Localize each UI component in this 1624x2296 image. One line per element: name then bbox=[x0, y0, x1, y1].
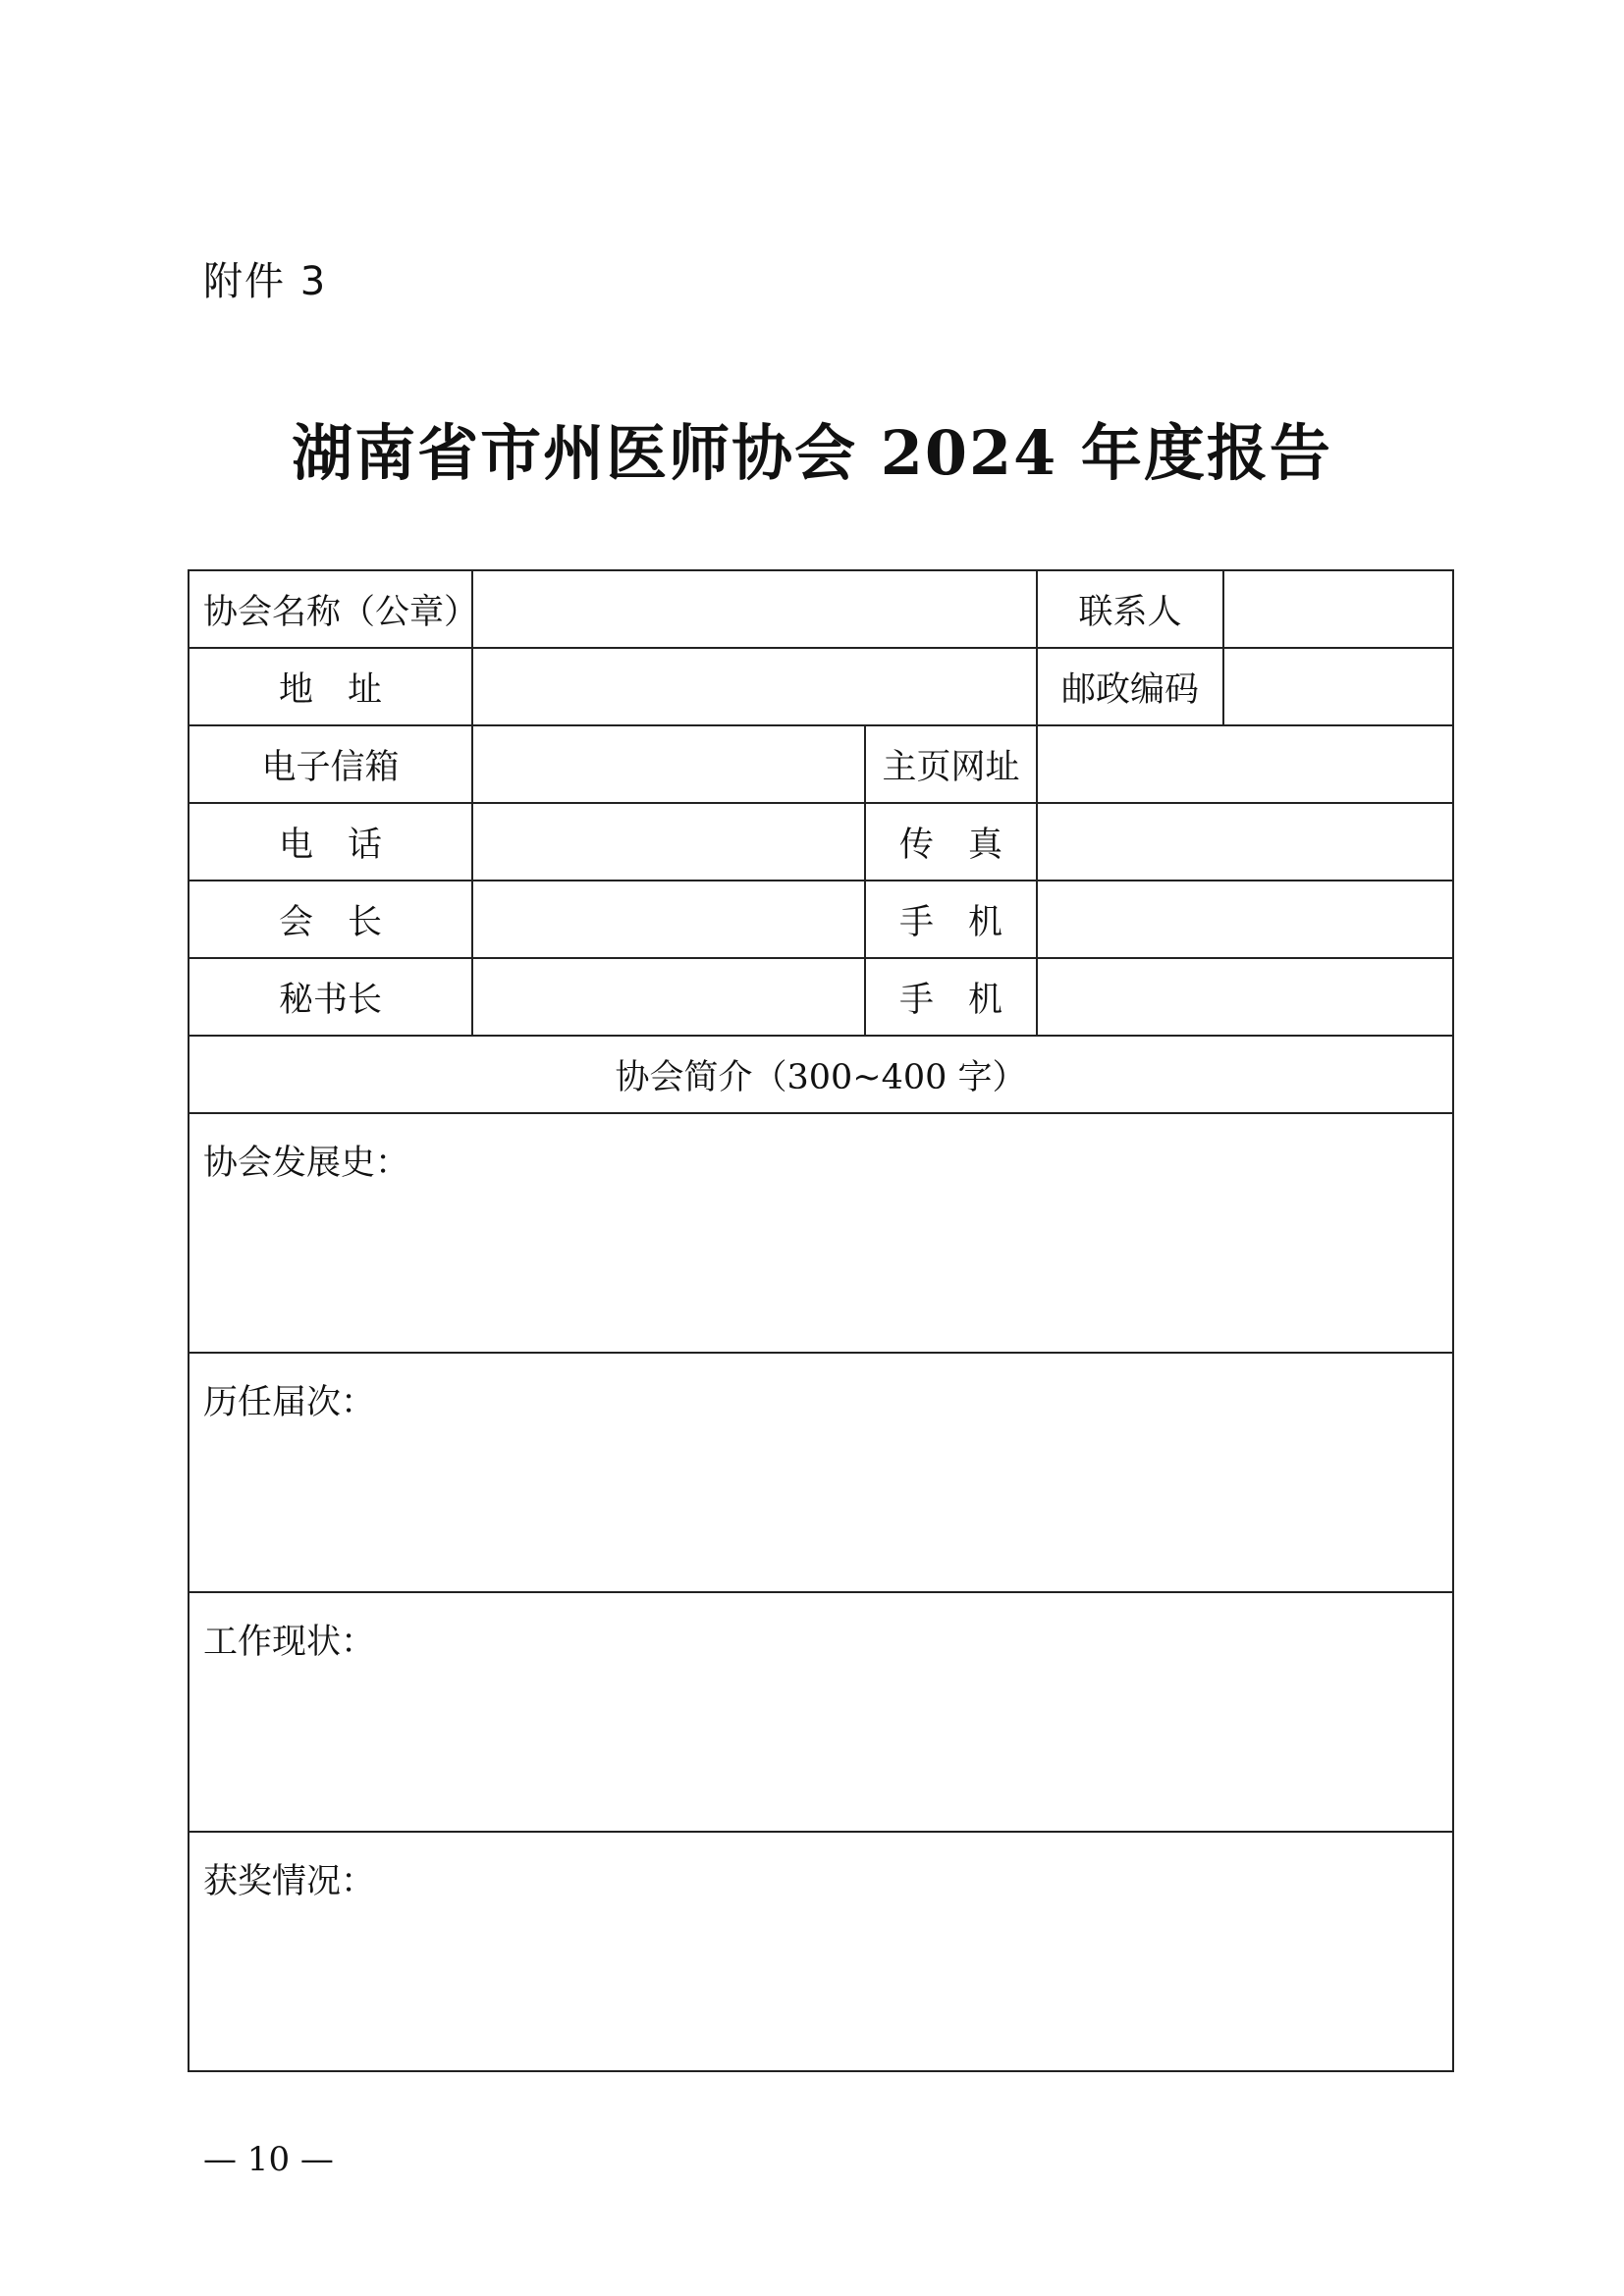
form-row-address bbox=[189, 648, 1453, 725]
form-row-phone bbox=[189, 803, 1453, 881]
secretary-mobile-field[interactable] bbox=[1037, 958, 1453, 1036]
association-name-field[interactable] bbox=[472, 570, 1037, 648]
page-title: 湖南省市州医师协会 2024 年度报告 bbox=[292, 417, 1332, 489]
email-field[interactable] bbox=[472, 725, 865, 803]
page-number: — 10 — bbox=[203, 2140, 334, 2179]
address-label: 地 址 bbox=[189, 648, 472, 725]
address-field[interactable] bbox=[472, 648, 1037, 725]
report-form-table bbox=[188, 569, 1454, 2072]
status-label: 工作现状： bbox=[203, 1623, 376, 1662]
postal-code-field[interactable] bbox=[1223, 648, 1453, 725]
president-label: 会 长 bbox=[189, 881, 472, 958]
form-row-name bbox=[189, 570, 1453, 648]
president-field[interactable] bbox=[472, 881, 865, 958]
status-section[interactable] bbox=[189, 1592, 1453, 1832]
form-row-history bbox=[189, 1113, 1453, 1353]
contact-person-label: 联系人 bbox=[1037, 570, 1223, 648]
president-mobile-field[interactable] bbox=[1037, 881, 1453, 958]
form-row-secretary bbox=[189, 958, 1453, 1036]
email-label: 电子信箱 bbox=[189, 725, 472, 803]
form-row-status bbox=[189, 1592, 1453, 1832]
secretary-label: 秘书长 bbox=[189, 958, 472, 1036]
phone-label: 电 话 bbox=[189, 803, 472, 881]
attachment-label: 附件 3 bbox=[203, 259, 328, 304]
secretary-field[interactable] bbox=[472, 958, 865, 1036]
form-row-email bbox=[189, 725, 1453, 803]
president-mobile-label: 手 机 bbox=[865, 881, 1037, 958]
history-section[interactable] bbox=[189, 1113, 1453, 1353]
form-row-intro-header bbox=[189, 1036, 1453, 1113]
association-name-label: 协会名称（公章） bbox=[189, 570, 472, 648]
form-row-terms bbox=[189, 1353, 1453, 1592]
secretary-mobile-label: 手 机 bbox=[865, 958, 1037, 1036]
awards-section[interactable] bbox=[189, 1832, 1453, 2071]
homepage-field[interactable] bbox=[1037, 725, 1453, 803]
intro-header: 协会简介（300~400 字） bbox=[189, 1036, 1453, 1113]
terms-section[interactable] bbox=[189, 1353, 1453, 1592]
form-row-awards bbox=[189, 1832, 1453, 2071]
fax-field[interactable] bbox=[1037, 803, 1453, 881]
homepage-label: 主页网址 bbox=[865, 725, 1037, 803]
contact-person-field[interactable] bbox=[1223, 570, 1453, 648]
awards-label: 获奖情况： bbox=[203, 1862, 376, 1901]
phone-field[interactable] bbox=[472, 803, 865, 881]
history-label: 协会发展史： bbox=[203, 1144, 410, 1183]
postal-code-label: 邮政编码 bbox=[1037, 648, 1223, 725]
terms-label: 历任届次： bbox=[203, 1383, 376, 1422]
fax-label: 传 真 bbox=[865, 803, 1037, 881]
form-row-president bbox=[189, 881, 1453, 958]
